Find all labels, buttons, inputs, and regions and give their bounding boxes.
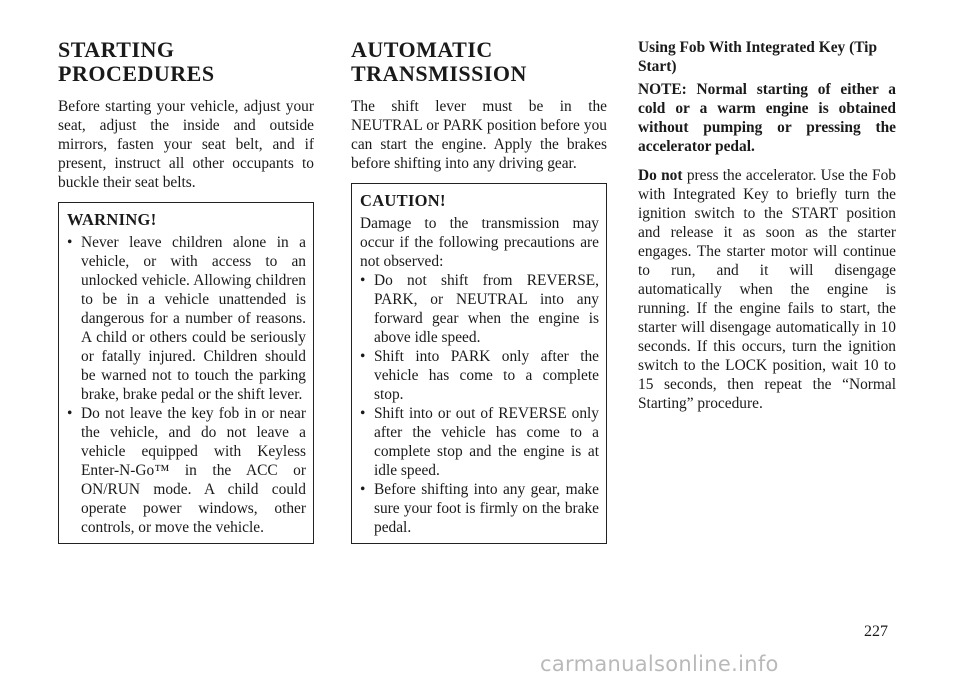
note-paragraph: NOTE: Normal starting of either a cold or a warm engine is obtained without pumping or pressing the accelerator pedal.: [638, 81, 896, 155]
list-item: • Do not leave the key fob in or near the vehicle, and do not leave a vehicle equipped with Keyless Enter-N-Go™ in the ACC or ON/RUN mode. A child could operate power windows, other controls, or move the vehicle.: [67, 405, 306, 536]
caution-title: CAUTION!: [360, 191, 446, 210]
section-heading-starting-procedures: STARTING PROCEDURES: [58, 37, 215, 86]
column-starting-procedures: [58, 38, 314, 544]
list-item: • Never leave children alone in a vehicle, or with access to an unlocked vehicle. Allowing children to be in a vehicle unattended is dangerous for a number of reasons. A child or others could be seriously or fatally injured. Children should be warned not to touch the parking brake, brake pedal or the shift lever.: [67, 234, 306, 403]
watermark: carmanualsonline.info: [540, 652, 779, 676]
bullet-icon: •: [360, 272, 366, 289]
tip-start-body: [638, 166, 896, 413]
bullet-icon: •: [360, 481, 366, 498]
column-tip-start: [638, 38, 896, 423]
warning-list: [67, 233, 306, 537]
bullet-icon: •: [67, 405, 73, 422]
caution-intro: Damage to the transmission may occur if the following precautions are not observed:: [360, 215, 599, 270]
body-text: press the accelerator. Use the Fob with Integrated Key to briefly turn the ignition switch to the START position and release it as soon as the starter engages. The starter motor will continue to run, and it will disengage automatically when the engine is running. If the engine fails to start, the starter will disengage automatically in 10 seconds. If this occurs, turn the ignition switch to the LOCK position, wait 10 to 15 seconds, then repeat the “Normal Starting” procedure.: [638, 167, 896, 412]
list-item: • Do not shift from REVERSE, PARK, or NEUTRAL into any forward gear when the engine is above idle speed.: [360, 272, 599, 346]
warning-title: WARNING!: [67, 210, 157, 229]
list-item: • Shift into or out of REVERSE only after the vehicle has come to a complete stop and the engine is at idle speed.: [360, 405, 599, 479]
bullet-icon: •: [67, 234, 73, 251]
caution-box: [351, 183, 607, 544]
section-heading-automatic-transmission: AUTOMATIC TRANSMISSION: [351, 37, 527, 86]
column-automatic-transmission: [351, 38, 607, 544]
warning-box: [58, 202, 314, 544]
bullet-icon: •: [360, 405, 366, 422]
subheading-fob-integrated-key: Using Fob With Integrated Key (Tip Start): [638, 39, 878, 75]
body-lead: Do not: [638, 167, 683, 184]
transmission-intro-paragraph: The shift lever must be in the NEUTRAL or PARK position before you can start the engine. Apply the brakes before shifting into any driving gear.: [351, 98, 607, 172]
starting-intro-paragraph: Before starting your vehicle, adjust your seat, adjust the inside and outside mirrors, fasten your seat belt, and if present, instruct all other occupants to buckle their seat belts.: [58, 98, 314, 191]
list-item: • Shift into PARK only after the vehicle has come to a complete stop.: [360, 348, 599, 403]
bullet-icon: •: [360, 348, 366, 365]
caution-list: [360, 271, 599, 537]
page-number: 227: [864, 623, 888, 640]
list-item: • Before shifting into any gear, make sure your foot is firmly on the brake pedal.: [360, 481, 599, 536]
